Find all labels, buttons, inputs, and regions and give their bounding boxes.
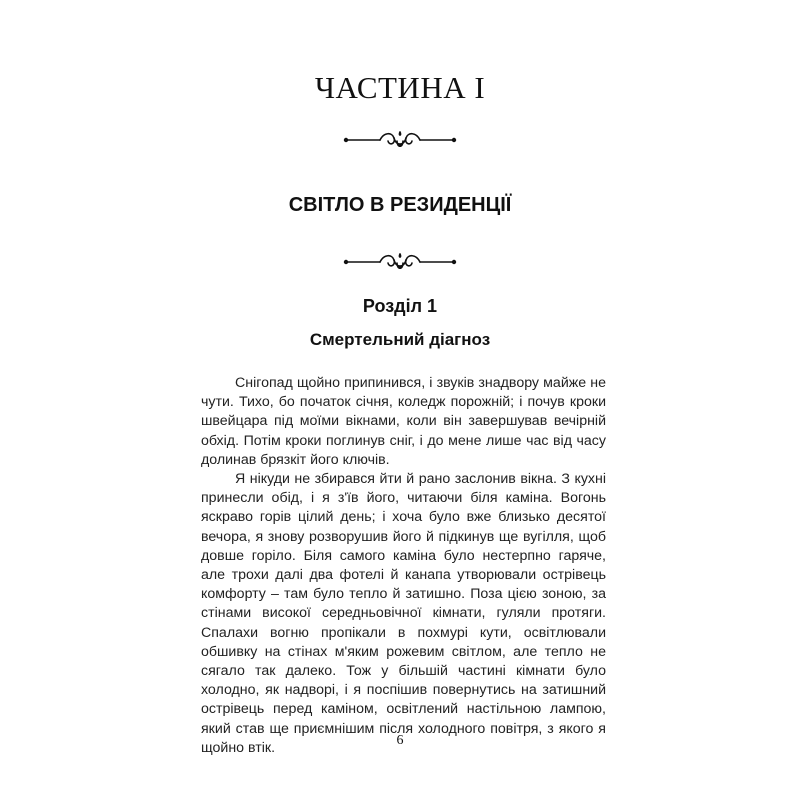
body-text bbox=[201, 374, 606, 758]
paragraph: Я нікуди не збирався йти й рано заслонив вікна. З кухні принесли обід, і я з'їв його, читаючи біля каміна. Вогонь яскраво горів цілий день; і хоча було вже близько десятої вечора, я знову розворушив його й підкинув ще вугілля, щоб довше горіло. Біля самого каміна було нестерпно гаряче, але трохи далі два фотелі й канапа утворювали острівець комфорту – там було тепло й затишно. Поза цією зоною, за стінами високої середньовічної кімнати, гуляли протяги. Спалахи вогню пропікали в похмурі кути, освітлювали обшивку на стінах м'яким рожевим світлом, але тепло не сягало так далеко. Тож у більшій частині кімнати було холодно, як надворі, і я поспішив повернутись на затишний острівець перед каміном, освітлений настільною лампою, який став ще приємнішим після холодного повітря, з якого я щойно втік. bbox=[201, 471, 606, 756]
page-number: 6 bbox=[396, 733, 404, 748]
chapter-number: Розділ 1 bbox=[362, 296, 438, 316]
paragraph: Снігопад щойно припинився, і звуків знадвору майже не чути. Тихо, бо початок січня, коледж порожній; і почув кроки швейцара під моїми вікнами, коли він завершував вечірній обхід. Потім кроки поглинув сніг, і до мене лише час від часу долинав брязкіт його ключів. bbox=[201, 375, 606, 468]
section-title: СВІТЛО В РЕЗИДЕНЦІЇ bbox=[288, 194, 512, 216]
ornament-divider-icon bbox=[0, 126, 800, 154]
part-title: ЧАСТИНА І bbox=[314, 70, 486, 105]
chapter-title: Смертельний діагноз bbox=[309, 330, 491, 349]
ornament-divider-icon bbox=[0, 248, 800, 276]
